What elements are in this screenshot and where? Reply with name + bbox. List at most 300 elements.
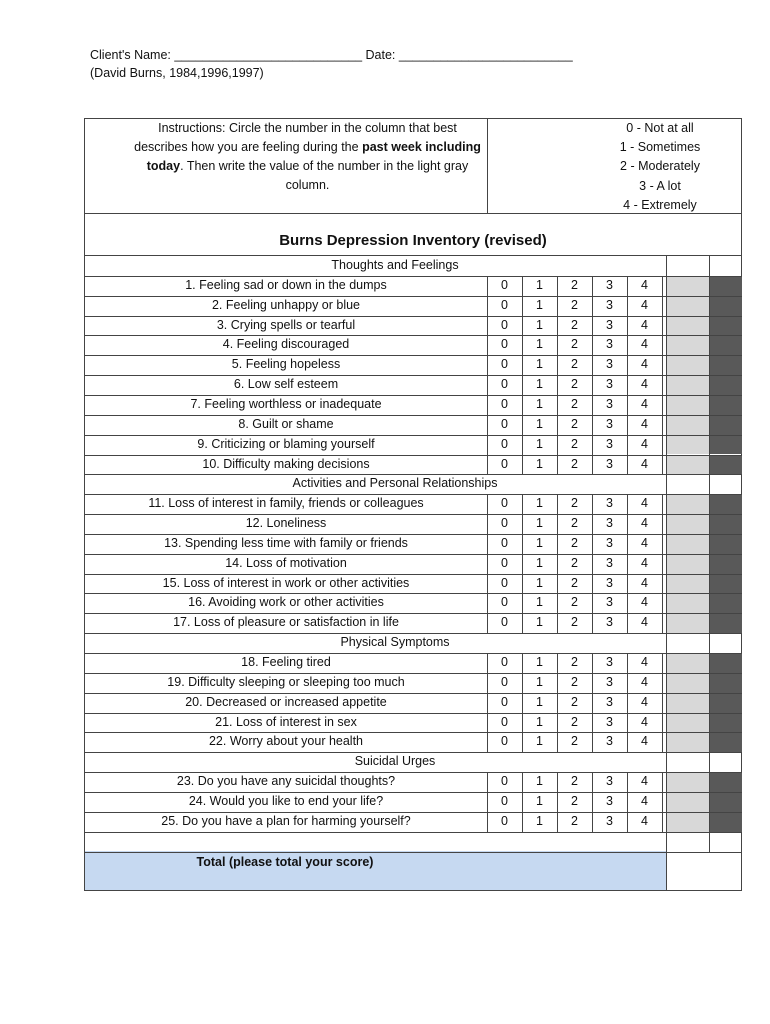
column-line	[662, 713, 663, 733]
column-line	[522, 335, 523, 355]
score-entry-cell[interactable]	[667, 277, 709, 296]
question-label: 20. Decreased or increased appetite	[185, 694, 387, 709]
rating-option-0[interactable]: 0	[501, 655, 508, 669]
score-entry-cell[interactable]	[667, 694, 709, 713]
rating-option-4[interactable]: 4	[641, 396, 648, 411]
rating-option-4[interactable]: 4	[641, 555, 648, 570]
column-line	[662, 316, 663, 336]
rating-option-2[interactable]: 2	[571, 436, 578, 451]
rating-option-3[interactable]: 3	[606, 436, 613, 451]
column-line	[592, 673, 593, 693]
column-line	[522, 375, 523, 395]
score-entry-cell[interactable]	[667, 396, 709, 415]
row-line	[84, 435, 742, 436]
rating-option-0[interactable]: 0	[501, 516, 508, 531]
question-label: 8. Guilt or shame	[238, 416, 334, 431]
rating-option-0[interactable]: 0	[501, 793, 508, 808]
column-line	[557, 395, 558, 415]
rating-option-3[interactable]: 3	[606, 813, 613, 828]
rating-option-0[interactable]: 0	[501, 416, 508, 431]
column-line	[487, 316, 488, 336]
instructions-part1: Instructions: Circle the number in the column that best describes how you are feeling during the	[134, 121, 457, 154]
rating-option-0[interactable]: 0	[501, 615, 508, 630]
rating-option-0[interactable]: 0	[501, 357, 508, 372]
rating-option-0[interactable]: 0	[501, 575, 508, 590]
row-line	[84, 693, 742, 694]
rating-option-4[interactable]: 4	[641, 575, 648, 590]
rating-option-2[interactable]: 2	[571, 416, 578, 431]
score-entry-cell[interactable]	[667, 495, 709, 514]
rating-option-2[interactable]: 2	[571, 575, 578, 590]
column-line	[487, 514, 488, 534]
score-entry-cell[interactable]	[667, 416, 709, 435]
rating-option-1[interactable]: 1	[536, 694, 543, 709]
column-line	[627, 772, 628, 792]
rating-option-1[interactable]: 1	[536, 337, 543, 352]
shaded-cell	[710, 594, 742, 613]
rating-option-4[interactable]: 4	[641, 436, 648, 451]
shaded-cell	[710, 714, 742, 733]
rating-option-3[interactable]: 3	[606, 337, 613, 352]
column-line	[557, 732, 558, 752]
column-line	[522, 415, 523, 435]
rating-option-0[interactable]: 0	[501, 396, 508, 411]
scale-4: 4 - Extremely	[623, 197, 697, 212]
rating-option-1[interactable]: 1	[536, 615, 543, 630]
column-line	[557, 316, 558, 336]
rating-option-1[interactable]: 1	[536, 416, 543, 431]
rating-option-2[interactable]: 2	[571, 694, 578, 709]
rating-option-4[interactable]: 4	[641, 516, 648, 531]
column-line	[627, 355, 628, 375]
rating-option-4[interactable]: 4	[641, 714, 648, 729]
rating-option-4[interactable]: 4	[641, 655, 648, 669]
rating-option-3[interactable]: 3	[606, 714, 613, 729]
rating-option-0[interactable]: 0	[501, 436, 508, 451]
rating-option-2[interactable]: 2	[571, 813, 578, 828]
column-line	[592, 375, 593, 395]
rating-option-2[interactable]: 2	[571, 516, 578, 531]
column-line	[592, 455, 593, 475]
rating-option-1[interactable]: 1	[536, 793, 543, 808]
shaded-cell	[710, 356, 742, 375]
rating-option-3[interactable]: 3	[606, 674, 613, 689]
question-label: 16. Avoiding work or other activities	[188, 595, 384, 610]
rating-option-3[interactable]: 3	[606, 734, 613, 749]
column-line	[662, 335, 663, 355]
rating-option-1[interactable]: 1	[536, 535, 543, 550]
column-line	[592, 296, 593, 316]
rating-option-3[interactable]: 3	[606, 416, 613, 431]
rating-option-0[interactable]: 0	[501, 595, 508, 610]
rating-option-1[interactable]: 1	[536, 734, 543, 749]
rating-option-2[interactable]: 2	[571, 377, 578, 392]
row-line	[84, 316, 742, 317]
scale-0: 0 - Not at all	[626, 121, 694, 135]
column-line	[557, 534, 558, 554]
rating-option-4[interactable]: 4	[641, 456, 648, 471]
citation: (David Burns, 1984,1996,1997)	[90, 66, 264, 80]
question-label: 21. Loss of interest in sex	[215, 714, 357, 729]
rating-option-4[interactable]: 4	[641, 416, 648, 431]
column-line	[662, 673, 663, 693]
rating-option-0[interactable]: 0	[501, 555, 508, 570]
rating-option-0[interactable]: 0	[501, 674, 508, 689]
rating-option-0[interactable]: 0	[501, 317, 508, 332]
column-line	[592, 812, 593, 832]
row-line	[84, 713, 742, 714]
rating-option-3[interactable]: 3	[606, 615, 613, 630]
shaded-cell	[710, 495, 742, 514]
column-line	[557, 574, 558, 594]
score-entry-cell[interactable]	[667, 614, 709, 633]
column-line	[557, 335, 558, 355]
rating-option-3[interactable]: 3	[606, 277, 613, 292]
column-line	[522, 455, 523, 475]
rating-option-0[interactable]: 0	[501, 734, 508, 749]
column-line	[592, 792, 593, 812]
column-line	[592, 653, 593, 673]
rating-option-1[interactable]: 1	[536, 496, 543, 511]
instructions-emphasis: past week including today	[146, 140, 481, 173]
rating-option-1[interactable]: 1	[536, 555, 543, 570]
column-line	[487, 613, 488, 633]
column-line	[592, 554, 593, 574]
rating-option-2[interactable]: 2	[571, 357, 578, 372]
score-entry-cell[interactable]	[667, 336, 709, 355]
column-line	[662, 514, 663, 534]
column-line	[592, 772, 593, 792]
column-line	[662, 415, 663, 435]
rating-option-4[interactable]: 4	[641, 377, 648, 392]
score-entry-cell[interactable]	[667, 297, 709, 316]
rating-option-1[interactable]: 1	[536, 377, 543, 392]
rating-option-4[interactable]: 4	[641, 496, 648, 511]
rating-option-4[interactable]: 4	[641, 813, 648, 828]
rating-option-2[interactable]: 2	[571, 774, 578, 789]
question-label: 23. Do you have any suicidal thoughts?	[176, 774, 396, 789]
shaded-cell	[710, 793, 742, 812]
column-line	[627, 713, 628, 733]
rating-option-2[interactable]: 2	[571, 396, 578, 411]
rating-option-2[interactable]: 2	[571, 297, 578, 312]
row-line	[84, 752, 742, 753]
rating-option-1[interactable]: 1	[536, 297, 543, 312]
question-label: 15. Loss of interest in work or other activities	[162, 575, 410, 590]
instructions	[130, 119, 485, 195]
score-entry-cell[interactable]	[667, 356, 709, 375]
rating-option-0[interactable]: 0	[501, 714, 508, 729]
column-line	[662, 772, 663, 792]
rating-option-1[interactable]: 1	[536, 516, 543, 531]
row-line	[84, 633, 742, 634]
rating-option-3[interactable]: 3	[606, 516, 613, 531]
question-label: 3. Crying spells or tearful	[216, 317, 356, 332]
rating-option-3[interactable]: 3	[606, 694, 613, 709]
score-entry-cell[interactable]	[667, 436, 709, 455]
rating-option-1[interactable]: 1	[536, 575, 543, 590]
score-entry-cell[interactable]	[667, 654, 709, 673]
rating-option-2[interactable]: 2	[571, 615, 578, 630]
row-line	[84, 832, 742, 833]
rating-option-1[interactable]: 1	[536, 317, 543, 332]
rating-option-4[interactable]: 4	[641, 774, 648, 789]
rating-option-4[interactable]: 4	[641, 535, 648, 550]
column-line	[487, 435, 488, 455]
column-line	[522, 593, 523, 613]
column-line	[627, 732, 628, 752]
rating-option-4[interactable]: 4	[641, 277, 648, 292]
column-line	[592, 593, 593, 613]
column-line	[487, 554, 488, 574]
column-line	[487, 494, 488, 514]
question-label: 4. Feeling discouraged	[222, 337, 350, 352]
rating-option-1[interactable]: 1	[536, 396, 543, 411]
rating-option-0[interactable]: 0	[501, 337, 508, 352]
shaded-cell	[710, 396, 742, 415]
rating-option-2[interactable]: 2	[571, 793, 578, 808]
row-line	[84, 574, 742, 575]
shaded-cell	[710, 336, 742, 355]
column-line	[592, 713, 593, 733]
question-label: 9. Criticizing or blaming yourself	[197, 436, 375, 451]
column-line	[487, 792, 488, 812]
rating-option-1[interactable]: 1	[536, 674, 543, 689]
row-line	[84, 514, 742, 515]
shaded-cell	[710, 436, 742, 455]
column-line	[627, 375, 628, 395]
rating-option-3[interactable]: 3	[606, 774, 613, 789]
rating-option-0[interactable]: 0	[501, 694, 508, 709]
column-line	[592, 574, 593, 594]
rating-option-0[interactable]: 0	[501, 297, 508, 312]
row-line	[84, 673, 742, 674]
shaded-column-line	[709, 255, 710, 852]
rating-option-3[interactable]: 3	[606, 575, 613, 590]
column-line	[662, 593, 663, 613]
column-line	[627, 395, 628, 415]
column-line	[522, 435, 523, 455]
column-line	[592, 276, 593, 296]
rating-option-2[interactable]: 2	[571, 714, 578, 729]
question-label: 24. Would you like to end your life?	[188, 793, 384, 808]
rating-option-4[interactable]: 4	[641, 615, 648, 630]
total-label: Total (please total your score)	[196, 855, 374, 869]
rating-option-3[interactable]: 3	[606, 396, 613, 411]
column-line	[627, 514, 628, 534]
shaded-cell	[710, 733, 742, 752]
shaded-cell	[710, 317, 742, 336]
rating-option-0[interactable]: 0	[501, 456, 508, 471]
shaded-cell	[710, 376, 742, 395]
rating-option-2[interactable]: 2	[571, 674, 578, 689]
rating-option-3[interactable]: 3	[606, 496, 613, 511]
column-line	[627, 415, 628, 435]
question-label: 11. Loss of interest in family, friends or colleagues	[148, 496, 424, 511]
rating-option-2[interactable]: 2	[571, 555, 578, 570]
rating-option-3[interactable]: 3	[606, 655, 613, 669]
column-line	[487, 455, 488, 475]
column-line	[627, 574, 628, 594]
rating-option-4[interactable]: 4	[641, 357, 648, 372]
rating-option-2[interactable]: 2	[571, 496, 578, 511]
score-entry-cell[interactable]	[667, 594, 709, 613]
column-line	[487, 335, 488, 355]
column-line	[557, 772, 558, 792]
rating-option-1[interactable]: 1	[536, 436, 543, 451]
column-line	[522, 534, 523, 554]
score-entry-cell[interactable]	[667, 813, 709, 832]
rating-option-2[interactable]: 2	[571, 456, 578, 471]
column-line	[662, 296, 663, 316]
row-line	[84, 732, 742, 733]
rating-option-1[interactable]: 1	[536, 655, 543, 669]
rating-option-2[interactable]: 2	[571, 317, 578, 332]
rating-option-4[interactable]: 4	[641, 317, 648, 332]
rating-option-1[interactable]: 1	[536, 774, 543, 789]
question-label: 7. Feeling worthless or inadequate	[190, 396, 382, 411]
rating-option-1[interactable]: 1	[536, 714, 543, 729]
rating-option-1[interactable]: 1	[536, 456, 543, 471]
row-line	[84, 554, 742, 555]
rating-option-0[interactable]: 0	[501, 774, 508, 789]
rating-option-3[interactable]: 3	[606, 456, 613, 471]
question-label: 17. Loss of pleasure or satisfaction in life	[173, 615, 399, 630]
row-line	[84, 494, 742, 495]
rating-option-3[interactable]: 3	[606, 317, 613, 332]
rating-option-3[interactable]: 3	[606, 357, 613, 372]
rating-option-4[interactable]: 4	[641, 734, 648, 749]
rating-option-3[interactable]: 3	[606, 297, 613, 312]
score-entry-cell[interactable]	[667, 714, 709, 733]
score-column-line	[666, 255, 667, 891]
row-line	[84, 534, 742, 535]
column-line	[662, 732, 663, 752]
column-line	[627, 693, 628, 713]
score-entry-cell[interactable]	[667, 555, 709, 574]
rating-option-4[interactable]: 4	[641, 694, 648, 709]
score-entry-cell[interactable]	[667, 575, 709, 594]
rating-option-4[interactable]: 4	[641, 793, 648, 808]
rating-option-2[interactable]: 2	[571, 734, 578, 749]
column-line	[522, 355, 523, 375]
column-line	[627, 792, 628, 812]
shaded-cell	[710, 773, 742, 792]
row-line	[84, 375, 742, 376]
rating-option-0[interactable]: 0	[501, 813, 508, 828]
score-entry-cell[interactable]	[667, 515, 709, 534]
column-line	[522, 554, 523, 574]
column-line	[487, 415, 488, 435]
score-entry-cell[interactable]	[667, 733, 709, 752]
question-label: 18. Feeling tired	[241, 655, 331, 669]
column-line	[627, 276, 628, 296]
column-line	[627, 613, 628, 633]
question-label: 19. Difficulty sleeping or sleeping too much	[167, 674, 405, 689]
rating-option-4[interactable]: 4	[641, 337, 648, 352]
rating-option-2[interactable]: 2	[571, 655, 578, 669]
column-line	[627, 335, 628, 355]
score-entry-cell[interactable]	[667, 793, 709, 812]
column-line	[487, 732, 488, 752]
column-line	[662, 375, 663, 395]
column-line	[627, 435, 628, 455]
rating-option-0[interactable]: 0	[501, 535, 508, 550]
column-line	[557, 673, 558, 693]
column-line	[557, 593, 558, 613]
column-line	[522, 812, 523, 832]
header-separator	[84, 213, 742, 214]
column-line	[662, 574, 663, 594]
rating-option-2[interactable]: 2	[571, 595, 578, 610]
row-line	[84, 613, 742, 614]
instruction-divider	[487, 119, 488, 213]
rating-option-0[interactable]: 0	[501, 277, 508, 292]
rating-option-1[interactable]: 1	[536, 277, 543, 292]
row-line	[84, 593, 742, 594]
rating-option-2[interactable]: 2	[571, 337, 578, 352]
column-line	[487, 812, 488, 832]
column-line	[522, 673, 523, 693]
column-line	[487, 673, 488, 693]
rating-option-3[interactable]: 3	[606, 793, 613, 808]
question-label: 2. Feeling unhappy or blue	[211, 297, 361, 312]
rating-option-4[interactable]: 4	[641, 595, 648, 610]
column-line	[522, 792, 523, 812]
rating-option-0[interactable]: 0	[501, 377, 508, 392]
rating-option-2[interactable]: 2	[571, 277, 578, 292]
rating-option-2[interactable]: 2	[571, 535, 578, 550]
rating-option-1[interactable]: 1	[536, 813, 543, 828]
column-line	[592, 693, 593, 713]
column-line	[662, 812, 663, 832]
rating-option-1[interactable]: 1	[536, 357, 543, 372]
row-line	[84, 335, 742, 336]
score-entry-cell[interactable]	[667, 456, 709, 475]
score-entry-cell[interactable]	[667, 376, 709, 395]
column-line	[592, 335, 593, 355]
column-line	[662, 276, 663, 296]
shaded-cell	[710, 614, 742, 633]
rating-option-4[interactable]: 4	[641, 297, 648, 312]
question-label: 5. Feeling hopeless	[231, 357, 341, 372]
column-line	[662, 435, 663, 455]
column-line	[557, 693, 558, 713]
rating-option-3[interactable]: 3	[606, 595, 613, 610]
rating-option-3[interactable]: 3	[606, 555, 613, 570]
column-line	[592, 415, 593, 435]
column-line	[557, 415, 558, 435]
rating-option-1[interactable]: 1	[536, 595, 543, 610]
score-entry-cell[interactable]	[667, 317, 709, 336]
rating-option-3[interactable]: 3	[606, 535, 613, 550]
row-line	[84, 415, 742, 416]
column-line	[522, 316, 523, 336]
rating-option-0[interactable]: 0	[501, 496, 508, 511]
column-line	[522, 713, 523, 733]
score-entry-cell[interactable]	[667, 674, 709, 693]
rating-option-4[interactable]: 4	[641, 674, 648, 689]
shaded-cell	[710, 694, 742, 713]
score-entry-cell[interactable]	[667, 535, 709, 554]
column-line	[627, 593, 628, 613]
column-line	[662, 613, 663, 633]
column-line	[662, 653, 663, 673]
rating-option-3[interactable]: 3	[606, 377, 613, 392]
rating-scale	[590, 119, 730, 215]
question-label: 1. Feeling sad or down in the dumps	[185, 277, 387, 292]
score-entry-cell[interactable]	[667, 773, 709, 792]
